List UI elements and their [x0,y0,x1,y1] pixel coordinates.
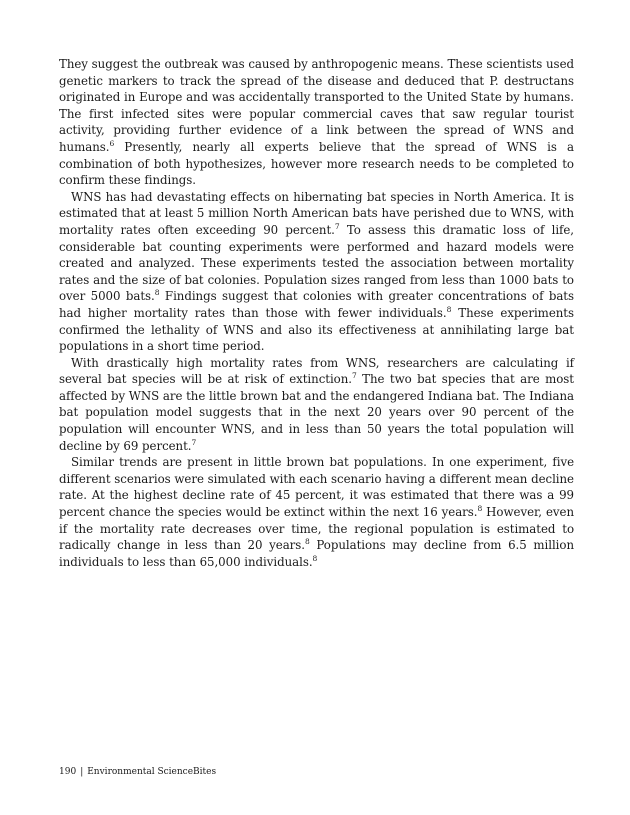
document-body [59,56,574,570]
text-run: Populations may decline from 6.5 million individuals to less than 65,000 individuals. [59,538,574,569]
text-run: With drastically high mortality rates from WNS, researchers are calculating if several bat species will be at risk of extinction. [59,355,574,387]
text-run: The two bat species that are most affected by WNS are the little brown bat and the endangered Indiana bat. The Indiana bat population model suggests that in the next 20 years over 90 percent of the population will encounter WNS, and in less than 50 years the total population will decline by 69 percent. [59,372,574,453]
book-title: Environmental ScienceBites [87,767,217,777]
text-run: These experiments confirmed the lethality of WNS and also its effectiveness at annihilating large bat populations in a short time period. [59,305,574,354]
citation-superscript: 8 [304,537,310,547]
paragraph [59,56,574,189]
citation-superscript: 8 [312,553,318,563]
paragraph [59,454,574,570]
text-run: Similar trends are present in little brown bat populations. In one experiment, five different scenarios were simulated with each scenario having a different mean decline rate. At the highest decline rate of 45 percent, it was estimated that there was a 99 percent chance the species would be extinct within the next 16 years. [59,455,574,520]
citation-superscript: 8 [154,288,160,298]
citation-superscript: 6 [109,138,115,148]
text-run: They suggest the outbreak was caused by anthropogenic means. These scientists used genetic markers to track the spread of the disease and deduced that P. destructans originated in Europe and was accidentally transported to the United State by humans. The first infected sites were popular commercial caves that saw regular tourist activity, providing further evidence of a link between the spread of WNS and humans. [59,57,574,154]
page-footer [59,767,216,777]
text-run: Findings suggest that colonies with greater concentrations of bats had higher mortality rates than those with fewer individuals. [59,289,574,320]
paragraph [59,189,574,355]
citation-superscript: 8 [477,504,483,514]
citation-superscript: 7 [351,371,357,381]
text-run: To assess this dramatic loss of life, considerable bat counting experiments were performed and hazard models were created and analyzed. These experiments tested the association between mortality rates and the size of bat colonies. Population sizes ranged from less than 1000 bats to over 5000 bats. [59,222,574,304]
text-run: Presently, nearly all experts believe that the spread of WNS is a combination of both hypothesizes, however more research needs to be completed to confirm these findings. [59,139,574,188]
citation-superscript: 7 [334,221,340,231]
text-run: However, even if the mortality rate decreases over time, the regional population is estimated to radically change in less than 20 years. [59,505,574,553]
footer-separator: | [80,767,84,777]
citation-superscript: 7 [191,437,197,447]
page-number: 190 [59,767,77,777]
citation-superscript: 8 [446,304,452,314]
text-run: WNS has had devastating effects on hibernating bat species in North America. It is estimated that at least 5 million North American bats have perished due to WNS, with mortality rates often exceeding 90 percent. [59,189,574,237]
paragraph [59,355,574,455]
